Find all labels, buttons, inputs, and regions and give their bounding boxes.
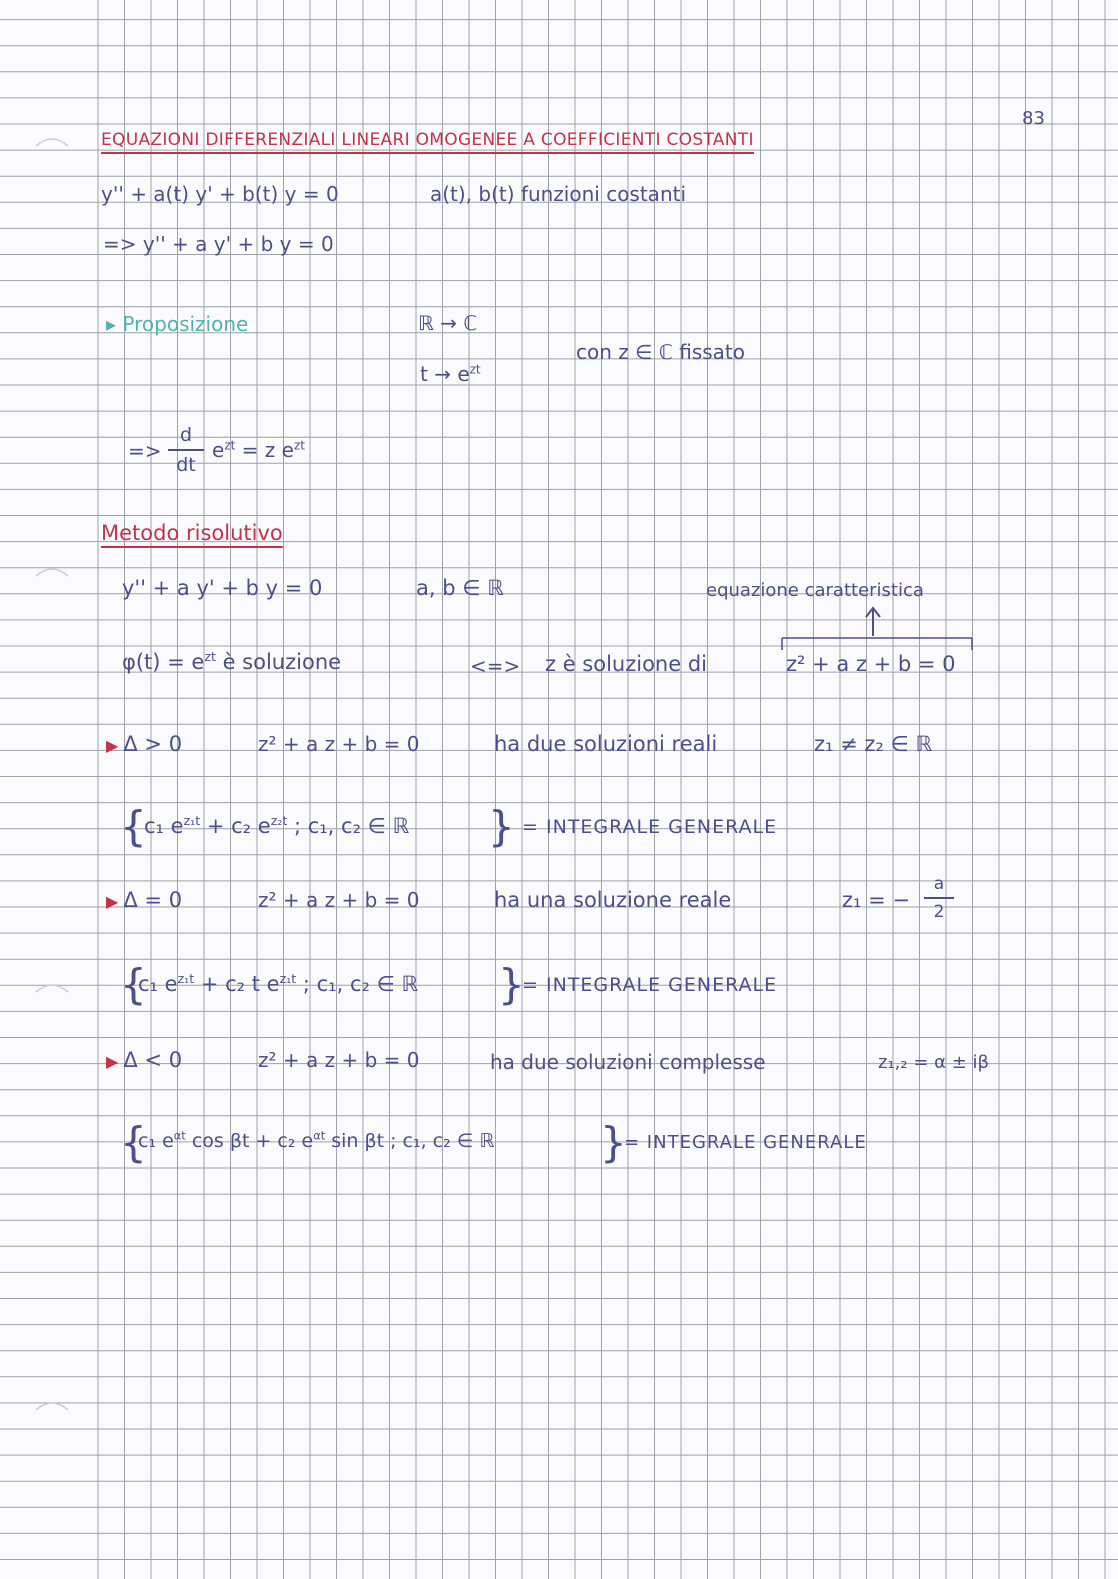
metodo-title: Metodo risolutivo: [101, 521, 283, 545]
integral2-open-brace: {: [120, 960, 147, 1009]
case-delta-zero: ▶ Δ = 0: [106, 888, 183, 912]
fraction-denominator: 2: [933, 902, 945, 922]
case-delta-positive: ▶ Δ > 0: [106, 732, 183, 756]
metodo-domain: a, b ∈ ℝ: [416, 576, 504, 600]
derivative-fraction: [168, 424, 204, 476]
metodo-equation: y'' + a y' + b y = 0: [122, 576, 323, 600]
integral3-label: = INTEGRALE GENERALE: [624, 1132, 867, 1153]
characteristic-equation: z² + a z + b = 0: [786, 652, 956, 676]
integral1-label: = INTEGRALE GENERALE: [522, 816, 778, 838]
general-equation-note: a(t), b(t) funzioni costanti: [430, 182, 687, 206]
teal-bullet-icon: ▸: [106, 312, 123, 336]
iff-text: z è soluzione di: [545, 652, 708, 676]
proposizione-label: ▸ Proposizione: [106, 312, 249, 336]
integral3-close-brace: }: [600, 1118, 627, 1167]
fraction-numerator: a: [933, 874, 945, 894]
map-domain: ℝ → ℂ: [418, 311, 478, 335]
case2-root-fraction: [924, 874, 954, 922]
red-bullet-icon: ▶: [106, 736, 124, 755]
case1-roots: z₁ ≠ z₂ ∈ ℝ: [814, 732, 933, 756]
fraction-bar: [924, 897, 954, 899]
case3-text: ha due soluzioni complesse: [490, 1050, 766, 1074]
case1-text: ha due soluzioni reali: [494, 732, 718, 756]
punch-hole-mark: [36, 569, 68, 576]
derivative-result: $e^{zt} = z$ $e^{zt}$: [212, 438, 305, 462]
characteristic-label: equazione caratteristica: [706, 580, 924, 601]
case-delta-negative: ▶ Δ < 0: [106, 1048, 183, 1072]
integral2-expression: c₁ $e^{z_1t} + c_2$ t $e^{z_1t}$ ; c₁, c₂ ∈ ℝ: [138, 971, 419, 996]
fraction-denominator: dt: [176, 454, 196, 476]
case1-equation: z² + a z + b = 0: [258, 732, 420, 756]
integral2-label: = INTEGRALE GENERALE: [522, 974, 778, 996]
reduced-equation: => y'' + a y' + b y = 0: [103, 232, 334, 256]
derivative-arrow: =>: [128, 439, 162, 463]
case2-equation: z² + a z + b = 0: [258, 888, 420, 912]
page-number: 83: [1022, 108, 1045, 129]
red-bullet-icon: ▶: [106, 1052, 124, 1071]
punch-hole-mark: [36, 139, 68, 146]
punch-hole-mark: [36, 985, 68, 992]
integral3-expression: c₁ $e^{\alpha t}$ cos βt + c₂ $e^{\alpha t}$ sin βt ; c₁, c₂ ∈ ℝ: [138, 1128, 495, 1152]
integral2-close-brace: }: [498, 960, 525, 1009]
case3-equation: z² + a z + b = 0: [258, 1048, 420, 1072]
integral1-expression: c₁ $e^{z_1t} + c_2$ $e^{z_2t}$ ; c₁, c₂ ∈ ℝ: [144, 813, 410, 838]
fraction-bar: [168, 449, 204, 451]
characteristic-pointer: [778, 604, 978, 654]
phi-solution: $\varphi(t) = e^{zt}$ è soluzione: [122, 649, 342, 674]
map-rule: $t \to e^{zt}$: [420, 362, 481, 386]
map-condition: con z ∈ ℂ fissato: [576, 340, 745, 364]
integral1-close-brace: }: [488, 802, 515, 851]
page-title: EQUAZIONI DIFFERENZIALI LINEARI OMOGENEE A COEFFICIENTI COSTANTI: [101, 132, 754, 154]
fraction-numerator: d: [179, 424, 193, 446]
integral3-open-brace: {: [120, 1118, 147, 1167]
punch-hole-mark: [36, 1403, 68, 1410]
case2-root: z₁ = −: [842, 888, 910, 912]
general-equation: y'' + a(t) y' + b(t) y = 0: [101, 182, 339, 206]
red-bullet-icon: ▶: [106, 892, 124, 911]
case2-text: ha una soluzione reale: [494, 888, 732, 912]
iff-symbol: <=>: [470, 654, 521, 678]
integral1-open-brace: {: [120, 802, 147, 851]
case3-roots: z₁,₂ = α ± iβ: [878, 1052, 990, 1073]
